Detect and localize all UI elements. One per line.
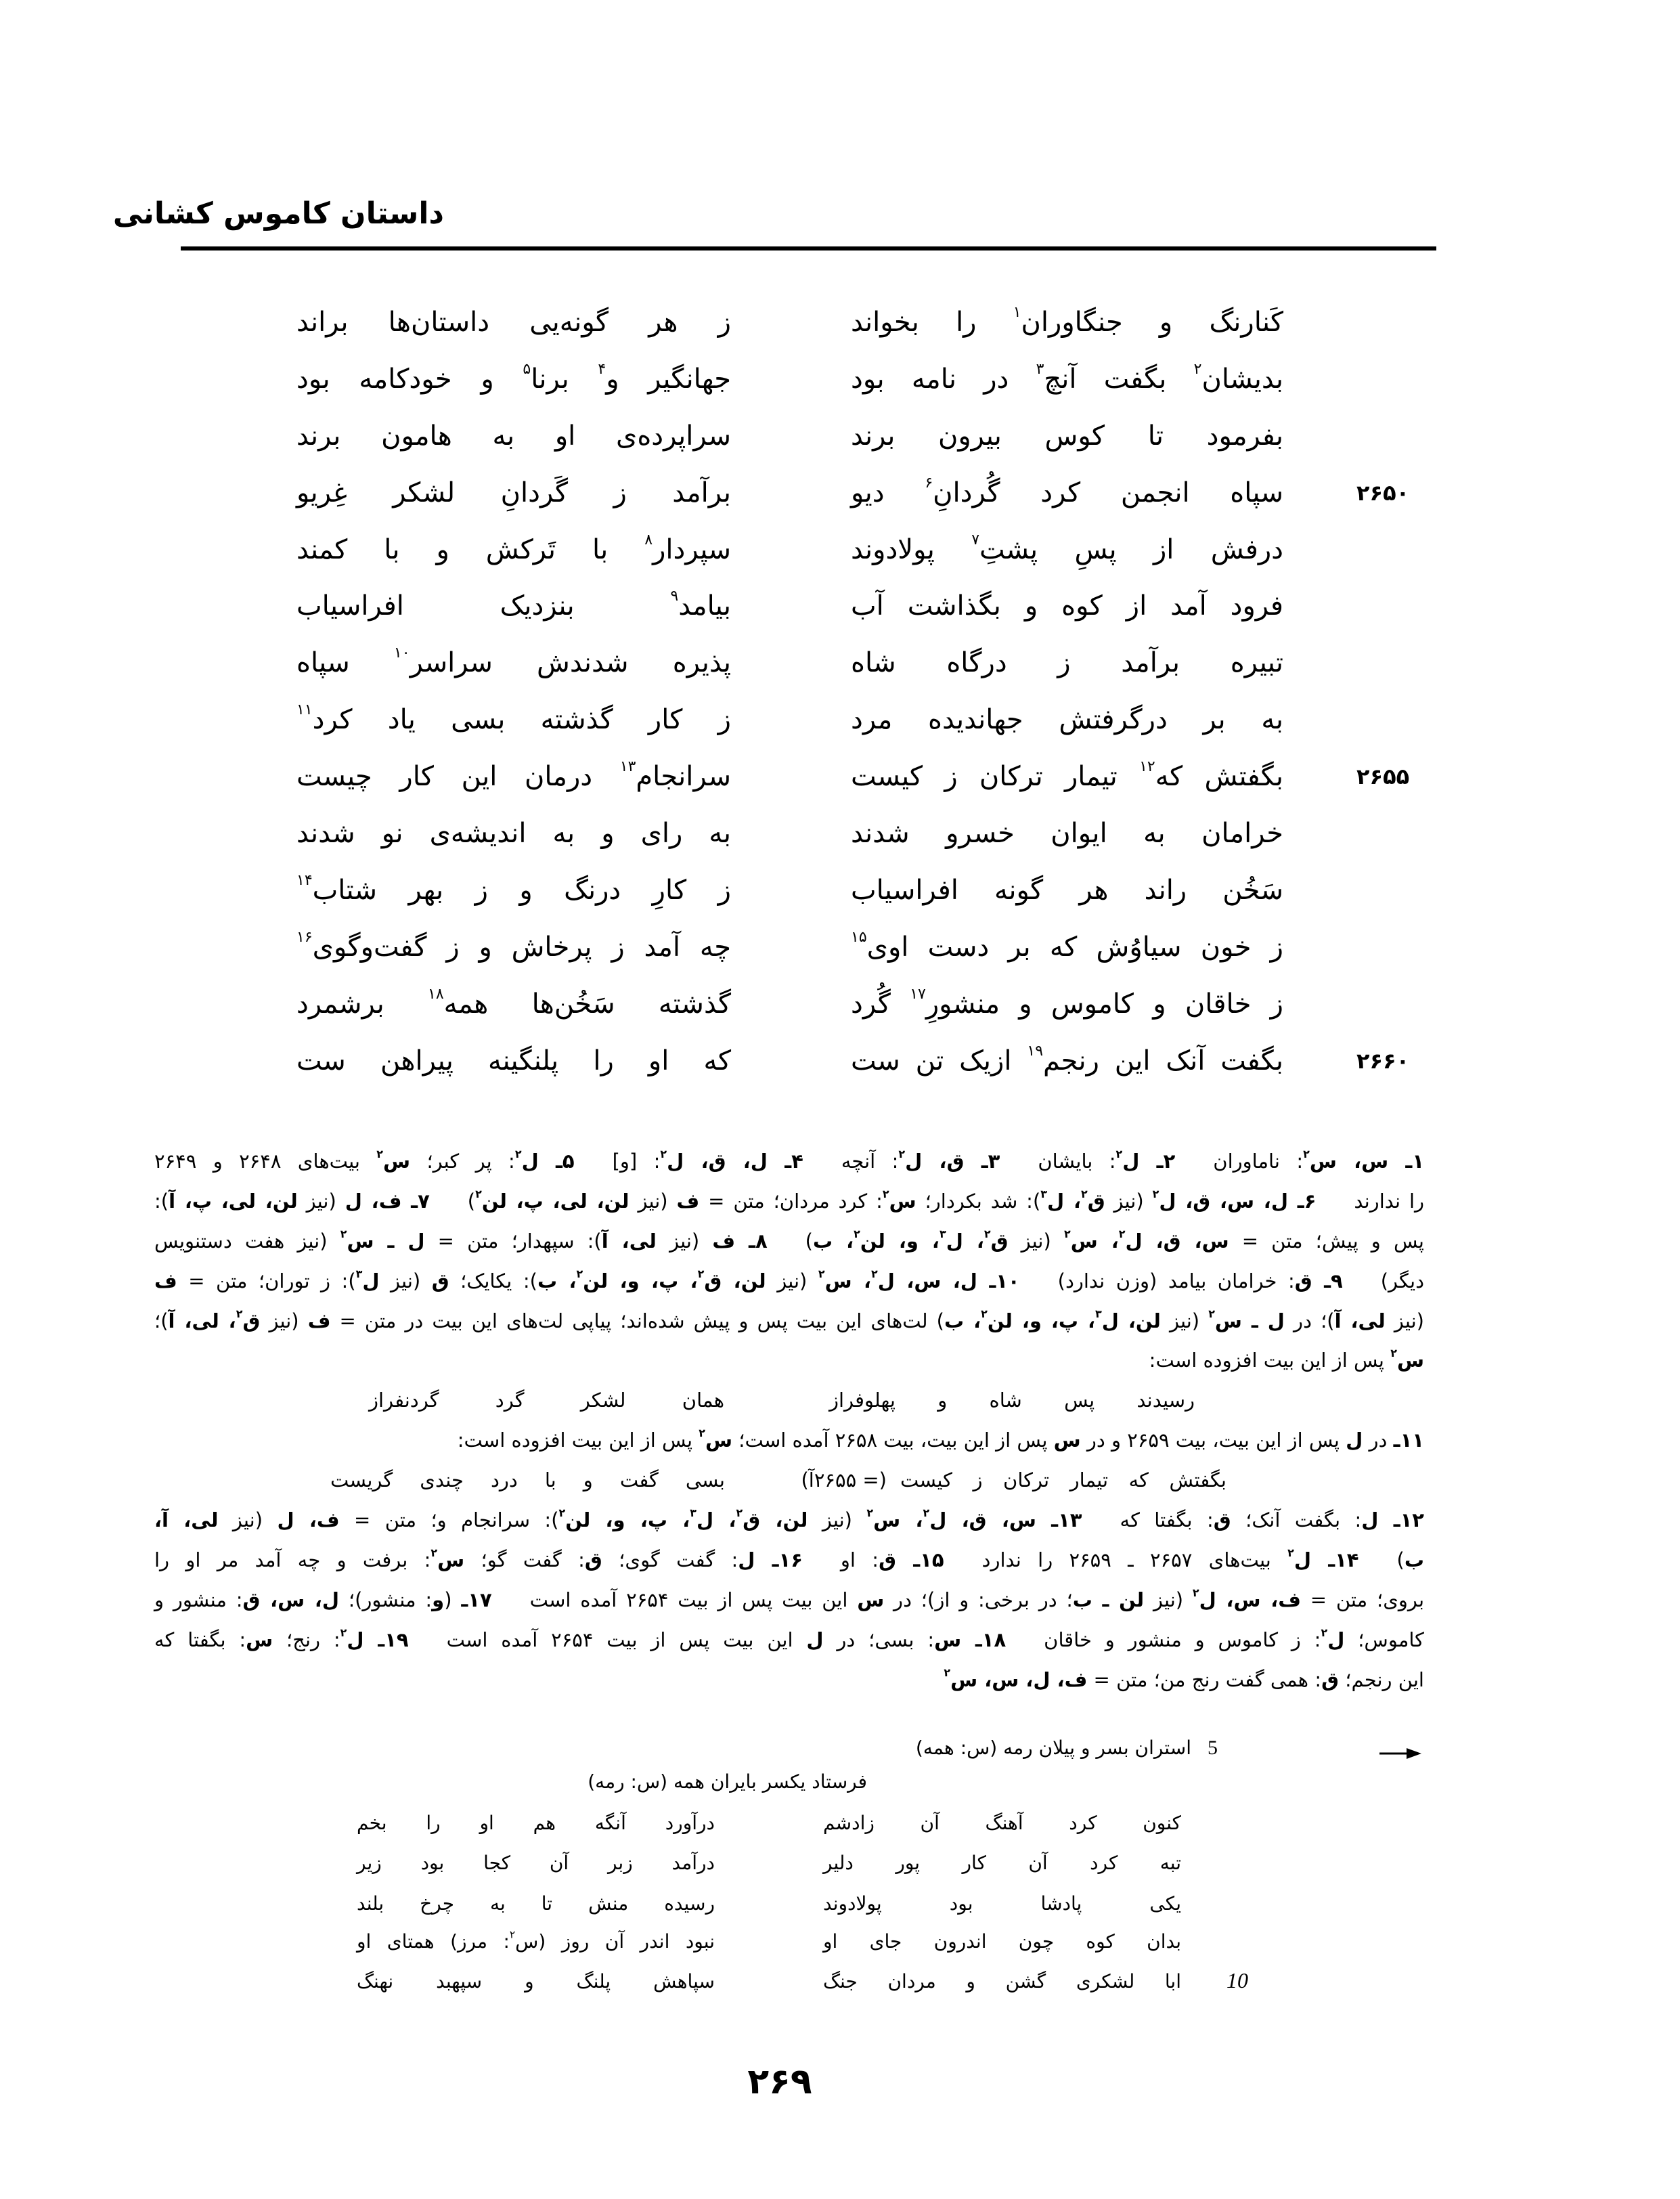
verse-row [0, 522, 1680, 579]
verse-second-hemistich: برآمد ز گَردانِ لشکر غِریو [296, 477, 731, 508]
footnote-text: س$^۲$ پس از این بیت افزوده است: [1149, 1347, 1424, 1372]
verse-row [0, 806, 1680, 863]
verse-row [0, 295, 1680, 351]
verse-first-hemistich: تبیره برآمد ز درگاه شاه [851, 647, 1283, 679]
verse-row [0, 351, 1680, 408]
verse-second-hemistich: سپردار$^۸$ با تَرکش و با کمند [296, 531, 731, 565]
verse-row [0, 976, 1680, 1033]
verse-first-hemistich: بگفتش که$^{۱۲}$ تیمار ترکان ز کیست [851, 758, 1283, 793]
verse-second-hemistich: که او را پلنگینه پیراهن ست [296, 1045, 731, 1076]
verse-row [0, 692, 1680, 749]
verse-row [0, 578, 1680, 635]
footnote-text: کاموس؛ ل$^۲$: ز کاموس و منشور و خاقان۱۸ـ س: بسی؛ در ل این بیت پس از بیت ۲۶۵۴ آمده است۱۹ـ ل$^۲$: رنج؛ س: بگفتا که [154, 1626, 1424, 1651]
verse-first-hemistich: ز خون سیاوُش که بر دست اوی$^{۱۵}$ [851, 928, 1283, 963]
header-rule [181, 246, 1436, 251]
running-header-title: داستان کاموس کشانی [112, 196, 444, 231]
marginal-second-hemistich: درآمد زبر آن کجا بود زیر [357, 1852, 715, 1874]
footnote-line [0, 1420, 1680, 1460]
verse-row [0, 408, 1680, 465]
footnote-line [0, 1580, 1680, 1620]
quoted-first-hemistich: بگفتش که تیمار ترکان ز کیست [900, 1468, 1226, 1492]
footnote-line [0, 1221, 1680, 1261]
verse-second-hemistich: بیامد$^۹$ بنزدیک افراسیاب [296, 588, 731, 622]
footnote-line [0, 1261, 1680, 1301]
verse-first-hemistich: بدیشان$^۲$ بگفت آنچ$^۳$ در نامه بود [851, 361, 1284, 395]
line-marker-10: 10 [1226, 1968, 1248, 1993]
verse-number: ۲۶۶۰ [1356, 1047, 1410, 1074]
footnote-line [0, 1141, 1680, 1181]
verse-second-hemistich: گذشته سَخُن‌ها همه$^{۱۸}$ برشمرد [296, 985, 731, 1020]
marginal-second-hemistich: نبود اندر آن روز (س$^۲$: مرز) همتای او [357, 1928, 715, 1953]
footnote-text: ۱۱ـ در ل پس از این بیت، بیت ۲۶۵۹ و در س پس از این بیت، بیت ۲۶۵۸ آمده است؛ س$^۲$ پس از این بیت افزوده است: [457, 1427, 1424, 1452]
verse-row [0, 465, 1680, 522]
marginal-first-hemistich: یکی پادشا بود پولادوند [823, 1892, 1181, 1915]
verse-row [0, 919, 1680, 976]
marginal-line-a: استران بسر و پیلان رمه (س: همه) [915, 1737, 1191, 1759]
marginal-first-hemistich: بدان کوه چون اندرون جای او [823, 1930, 1181, 1953]
line-marker-5: 5 [1208, 1737, 1218, 1759]
footnote-text: ب)۱۴ـ ل$^۲$ بیت‌های ۲۶۵۷ ـ ۲۶۵۹ را ندارد۱۵ـ ق: او۱۶ـ ل: گفت گوی؛ ق: گفت گو؛ س$^۲$: برفت و چه آمد مر او را [154, 1546, 1424, 1571]
verse-first-hemistich: سَخُن راند هر گونه افراسیاب [851, 874, 1283, 906]
footnote-text: ۱ـ س، س$^۲$: ناماوران۲ـ ل$^۲$: بایشان۳ـ ق، ل$^۲$: آنچه۴ـ ل، ق، ل$^۲$: [و]۵ـ ل$^۲$: پر کبر؛ س$^۲$ بیت‌های ۲۶۴۸ و ۲۶۴۹ [154, 1147, 1425, 1173]
verse-second-hemistich: ز کارِ درنگ و ز بهر شتاب$^{۱۴}$ [296, 872, 731, 906]
marginal-first-hemistich: تبه کرد آن کار پور دلیر [823, 1852, 1181, 1874]
verse-first-hemistich: سپاه انجمن کرد گُردانِ$^۶$ دیو [851, 474, 1283, 508]
arrow-right-icon [1378, 1745, 1423, 1762]
footnote-text: پس و پیش؛ متن = س، ق، ل$^۲$، س$^۲$ (نیز ق$^۲$، ل$^۳$، و، لن$^۲$، ب)۸ـ ف (نیز لی، آ): سپهدار؛ متن = ل ـ س$^۲$ (نیز هفت دستنویس [154, 1227, 1424, 1253]
quoted-second-hemistich: همان لشکر گرد گردنفراز [369, 1389, 724, 1412]
footnote-line [0, 1620, 1680, 1660]
footnote-text: (نیز لی، آ)؛ در ل ـ س$^۲$ (نیز لن، ل$^۳$، پ، و، لن$^۲$، ب) لت‌های این بیت پس و پیش شده‌اند؛ پیاپی لت‌های این بیت در متن = ف (نیز ق$^۲$، لی، آ)؛ [154, 1307, 1424, 1332]
verse-first-hemistich: درفش از پسِ پشتِ$^۷$ پولادوند [851, 531, 1283, 565]
verse-second-hemistich: پذیره شدندش سراسر$^{۱۰}$ سپاه [296, 645, 731, 679]
footnote-line [0, 1341, 1680, 1380]
marginal-second-hemistich: رسیده منش تا به چرخ بلند [357, 1892, 715, 1915]
verse-first-hemistich: بفرمود تا کوس بیرون برند [851, 420, 1283, 452]
verse-row [0, 1033, 1680, 1090]
verse-first-hemistich: فرود آمد از کوه و بگذاشت آب [851, 590, 1283, 622]
verse-number: ۲۶۵۰ [1356, 479, 1410, 506]
verse-second-hemistich: چه آمد ز پرخاش و ز گفت‌وگوی$^{۱۶}$ [296, 928, 731, 963]
verse-number: ۲۶۵۵ [1356, 764, 1410, 790]
footnote-text: دیگر)۹ـ ق: خرامان بیامد (وزن ندارد)۱۰ـ ل، س، ل$^۲$، س$^۲$ (نیز لن، ق$^۲$، پ، و، لن$^۲$، ب): یکایک؛ ق (نیز ل$^۳$): ز توران؛ متن = ف [154, 1267, 1425, 1292]
verse-first-hemistich: کَنارنگ و جنگاوران$^۱$ را بخواند [851, 304, 1283, 338]
verse-first-hemistich: بگفت آنک این رنجم$^{۱۹}$ ازیک تن ست [851, 1042, 1284, 1076]
quoted-first-hemistich: رسیدند پس شاه و پهلوفراز [829, 1389, 1195, 1412]
verse-first-hemistich: ز خاقان و کاموس و منشورِ$^{۱۷}$ گُرد [851, 985, 1283, 1020]
footnote-line [0, 1301, 1680, 1341]
marginal-line-b: فرستاد یکسر بایران همه (س: رمه) [588, 1770, 867, 1793]
footnote-text: را ندارند۶ـ ل، س، ق، ل$^۲$ (نیز ق$^۲$، ل$^۳$): شد بکردار؛ س$^۲$: کرد مردان؛ متن = ف (نیز لن، لی، پ، لن$^۲$)۷ـ ف، ل (نیز لن، لی، پ، آ): [154, 1187, 1425, 1213]
marginal-first-hemistich: ابا لشکری گشن و مردان جنگ [823, 1970, 1181, 1993]
verse-second-hemistich: جهانگیر و$^۴$ برنا$^۵$ و خودکامه بود [296, 361, 731, 395]
footnote-text: بروی؛ متن = ف، س، ل$^۲$ (نیز لن ـ ب؛ در برخی: و از)؛ در س این بیت پس از بیت ۲۶۵۴ آمده است۱۷ـ (و: منشور)؛ ل، س، ق: منشور و [154, 1586, 1425, 1611]
verse-second-hemistich: سرانجام$^{۱۳}$ درمان این کار چیست [296, 758, 731, 793]
footnote-quoted-verse [0, 1380, 1680, 1420]
page-number: ۲۶۹ [747, 2062, 812, 2102]
quoted-second-hemistich: بسی گفت و با درد چندی گریست [330, 1468, 725, 1492]
verse-row [0, 749, 1680, 806]
verse-first-hemistich: خرامان به ایوان خسرو شدند [851, 818, 1283, 850]
footnote-quoted-verse [0, 1460, 1680, 1500]
marginal-second-hemistich: سپاهش پلنگ و سپهبد نهنگ [357, 1970, 715, 1993]
footnote-line [0, 1660, 1680, 1700]
footnote-line [0, 1500, 1680, 1540]
verse-row [0, 635, 1680, 692]
verse-first-hemistich: به بر درگرفتش جهاندیده مرد [851, 704, 1283, 736]
quoted-verse-number-note: (= ۲۶۵۵آ) [801, 1468, 887, 1492]
marginal-first-hemistich: کنون کرد آهنگ آن زادشم [823, 1812, 1181, 1834]
verse-second-hemistich: به رای و به اندیشه‌ی نو شدند [296, 818, 731, 850]
footnotes-block [0, 1141, 1680, 1699]
footnote-line [0, 1181, 1680, 1221]
footnote-text: این رنجم؛ ق: همی گفت رنج من؛ متن = ف، ل، س، س$^۲$ [944, 1665, 1424, 1691]
footnote-line [0, 1540, 1680, 1580]
marginal-second-hemistich: درآورد آنگه هم او را بخم [357, 1812, 715, 1834]
verse-block [0, 295, 1680, 1089]
verse-second-hemistich: ز کار گذشته بسی یاد کرد$^{۱۱}$ [296, 701, 731, 736]
verse-second-hemistich: ز هر گونه‌یی داستان‌ها براند [296, 307, 731, 338]
footnote-text: ۱۲ـ ل: بگفت آنک؛ ق: بگفتا که۱۳ـ س، ق، ل$^۲$، س$^۲$ (نیز لن، ق$^۲$، ل$^۳$، پ، و، لن$^۲$): سرانجام و؛ متن = ف، ل (نیز لی، آ، [154, 1506, 1425, 1532]
verse-second-hemistich: سراپرده‌ی او به هامون برند [296, 420, 731, 452]
verse-row [0, 863, 1680, 919]
